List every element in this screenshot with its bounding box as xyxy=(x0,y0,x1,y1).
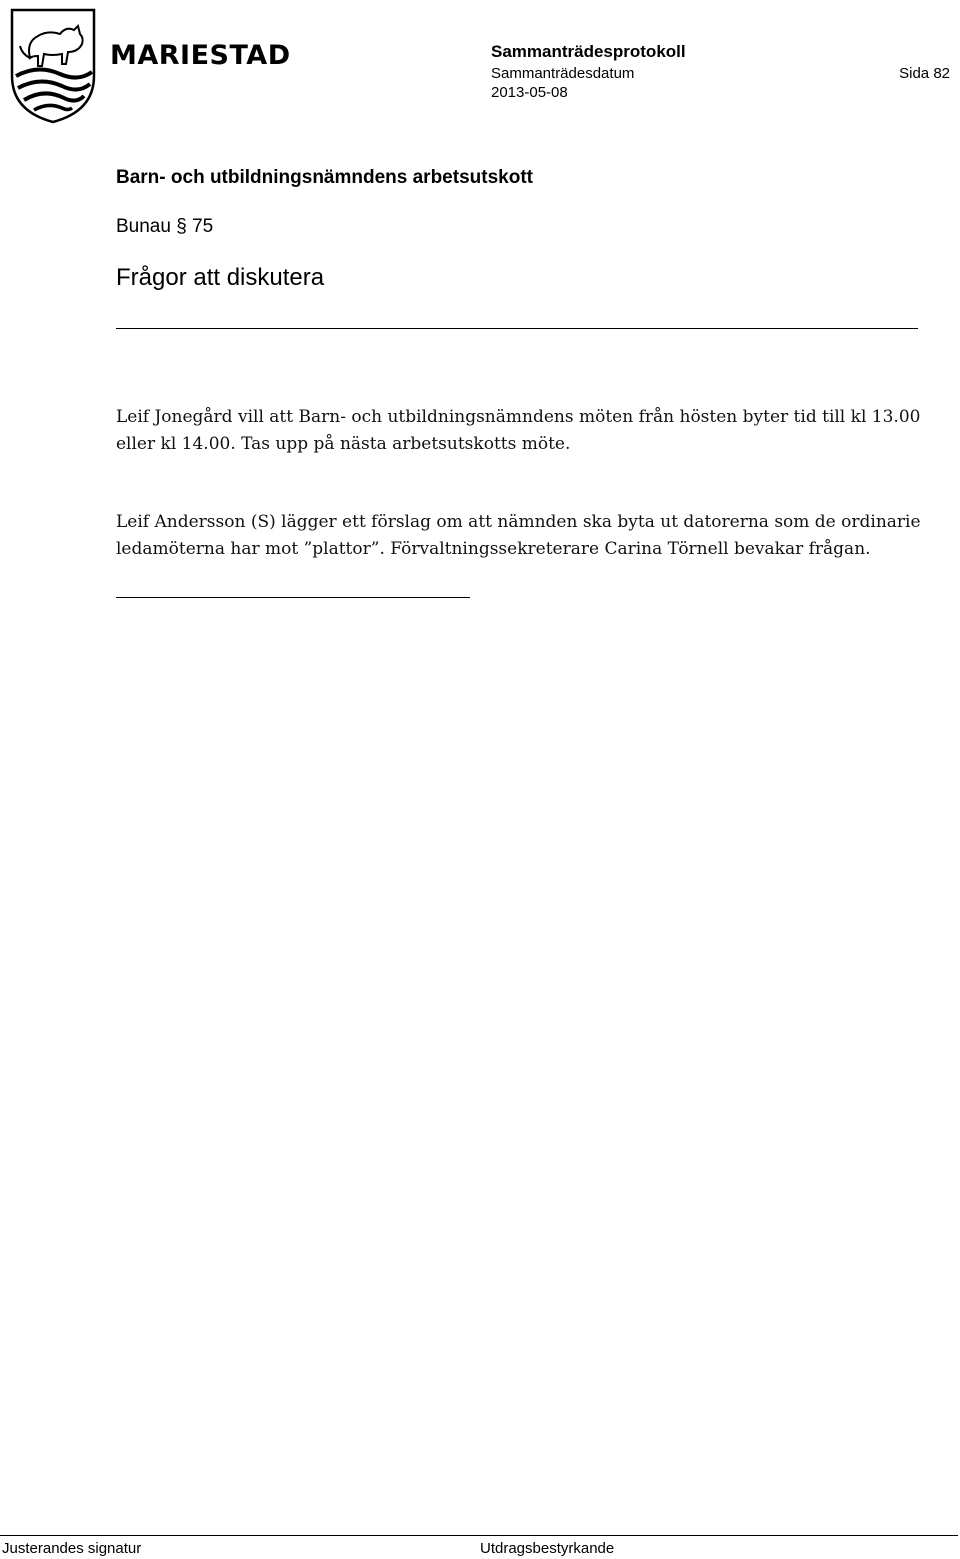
item-heading: Frågor att diskutera xyxy=(116,264,325,291)
municipality-logo-text: MARIESTAD xyxy=(110,40,291,71)
document-type: Sammanträdesprotokoll xyxy=(491,42,686,61)
certification-label: Utdragsbestyrkande xyxy=(480,1540,615,1557)
section-end-divider xyxy=(116,597,470,598)
footer-divider xyxy=(0,1535,958,1536)
signature-label: Justerandes signatur xyxy=(2,1540,142,1557)
body-paragraph: Leif Andersson (S) lägger ett förslag om att nämnden ska byta ut datorerna som de ordinarie ledamöterna har mot ”plattor”. Förvaltningssekreterare Carina Törnell bevakar frågan. xyxy=(116,512,921,559)
meeting-date-label: Sammanträdesdatum xyxy=(491,65,635,82)
page-number: Sida 82 xyxy=(899,65,950,82)
meeting-date-value: 2013-05-08 xyxy=(491,84,568,101)
municipal-coat-of-arms-icon xyxy=(8,6,98,126)
heading-divider xyxy=(116,328,918,329)
paragraph-reference: Bunau § 75 xyxy=(116,216,214,237)
committee-name: Barn- och utbildningsnämndens arbetsutskott xyxy=(116,167,533,188)
body-paragraph: Leif Jonegård vill att Barn- och utbildningsnämndens möten från hösten byter tid till kl 13.00 eller kl 14.00. Tas upp på nästa arbetsutskotts möte. xyxy=(116,407,921,454)
